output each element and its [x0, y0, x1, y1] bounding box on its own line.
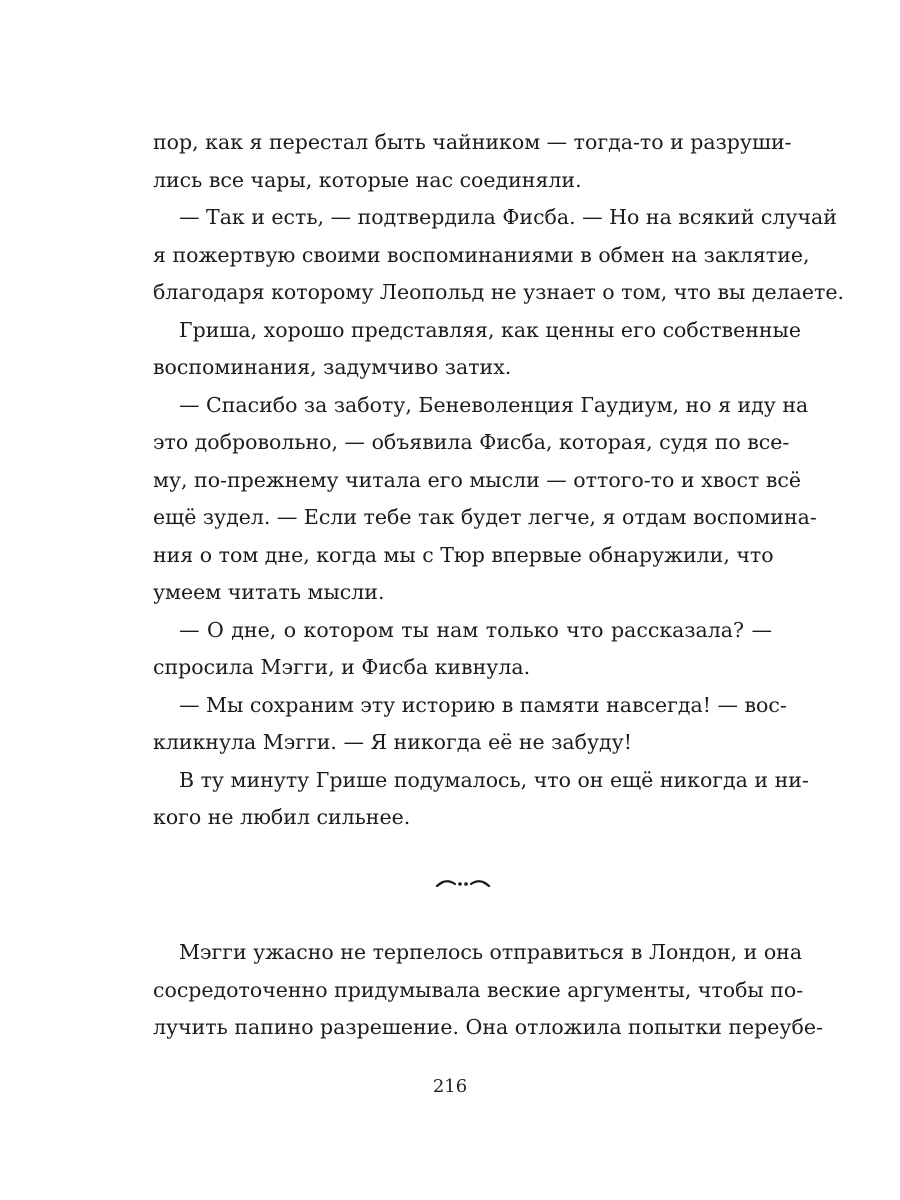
text-line: это добровольно, — объявила Фисба, которая, судя по все-	[153, 430, 790, 454]
text-line: — Мы сохраним эту историю в памяти навсегда! — вос-	[179, 692, 787, 717]
text-line: ещё зудел. — Если тебе так будет легче, я отдам воспомина-	[153, 505, 817, 529]
ornament-icon	[433, 872, 493, 896]
text-line: кликнула Мэгги. — Я никогда её не забуду!	[153, 730, 632, 754]
book-page	[153, 124, 845, 1039]
text-line: сосредоточенно придумывала веские аргументы, чтобы по-	[153, 977, 804, 1002]
text-line: лись все чары, которые нас соединяли.	[153, 167, 582, 192]
text-line: пор, как я перестал быть чайником — тогда-то и разруши-	[153, 130, 792, 154]
section-break-ornament	[153, 872, 772, 896]
text-line: умеем читать мысли.	[153, 580, 385, 604]
text-line: В ту минуту Грише подумалось, что он ещё никогда и ни-	[179, 767, 809, 792]
text-line: — О дне, о котором ты нам только что рассказала? —	[179, 617, 772, 642]
text-section-1	[153, 124, 845, 837]
text-line: Гриша, хорошо представляя, как ценны его собственные	[179, 317, 802, 342]
text-line: благодаря которому Леопольд не узнает о том, что вы делаете.	[153, 280, 845, 304]
text-line: — Спасибо за заботу, Беневоленция Гаудиум, но я иду на	[179, 392, 809, 417]
text-line: ния о том дне, когда мы с Тюр впервые обнаружили, что	[153, 542, 774, 567]
text-line: я пожертвую своими воспоминаниями в обмен на заклятие,	[153, 242, 810, 267]
page-number: 216	[432, 1076, 468, 1097]
text-section-2	[153, 934, 823, 1047]
text-line: спросила Мэгги, и Фисба кивнула.	[153, 655, 531, 679]
text-line: Мэгги ужасно не терпелось отправиться в Лондон, и она	[179, 940, 803, 964]
text-line: — Так и есть, — подтвердила Фисба. — Но на всякий случай	[179, 205, 837, 229]
text-line: кого не любил сильнее.	[153, 805, 411, 829]
text-line: воспоминания, задумчиво затих.	[153, 355, 512, 379]
text-line: му, по-прежнему читала его мысли — оттого-то и хвост всё	[153, 467, 801, 492]
text-line: лучить папино разрешение. Она отложила попытки переубе-	[153, 1015, 823, 1039]
